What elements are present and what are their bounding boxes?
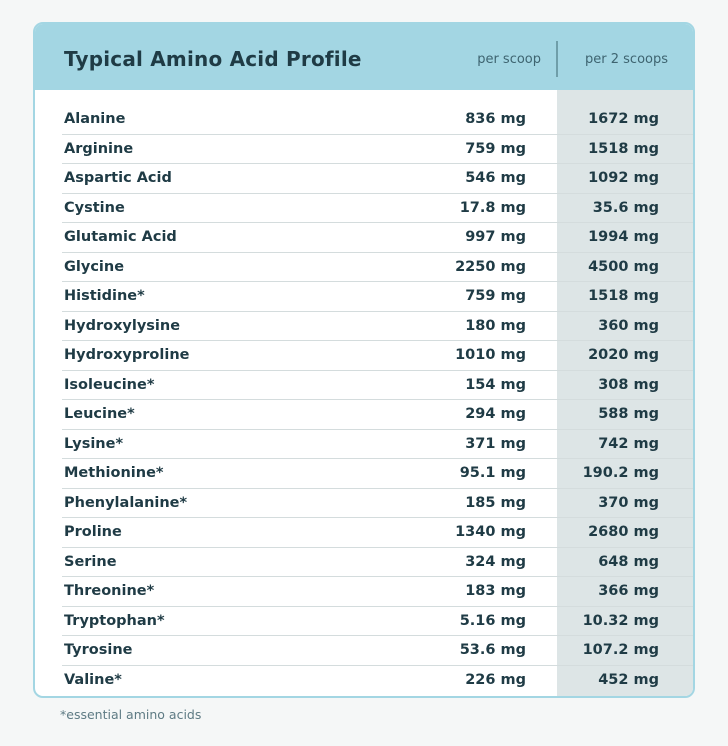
- table-row: [35, 607, 693, 637]
- per-2-scoops-value: 742 mg: [598, 435, 659, 452]
- amino-acid-name: Glycine: [64, 258, 125, 275]
- per-2-scoops-value: 1672 mg: [588, 111, 659, 127]
- table-row: [35, 194, 693, 224]
- table-title: Typical Amino Acid Profile: [64, 47, 362, 71]
- amino-acid-name: Arginine: [64, 140, 134, 157]
- table-row: [35, 341, 693, 371]
- per-scoop-value: 2250 mg: [455, 258, 526, 275]
- table-row: [35, 282, 693, 312]
- per-2-scoops-value: 107.2 mg: [582, 642, 659, 658]
- per-scoop-value: 17.8 mg: [459, 199, 526, 216]
- amino-acid-name: Hydroxyproline: [64, 347, 190, 363]
- per-2-scoops-value: 588 mg: [598, 406, 659, 422]
- footnote: *essential amino acids: [60, 707, 202, 722]
- table-row: [35, 518, 693, 548]
- amino-acid-name: Alanine: [64, 111, 126, 127]
- per-2-scoops-value: 366 mg: [598, 583, 659, 599]
- table-header: [35, 24, 693, 90]
- table-row: [35, 135, 693, 165]
- per-scoop-value: 183 mg: [465, 583, 526, 599]
- per-2-scoops-value: 35.6 mg: [592, 199, 659, 216]
- per-scoop-value: 95.1 mg: [459, 465, 526, 481]
- header-divider: [556, 41, 558, 77]
- per-scoop-value: 154 mg: [465, 376, 526, 393]
- table-row: [35, 164, 693, 194]
- table-row: [35, 430, 693, 460]
- table-row: [35, 105, 693, 135]
- per-scoop-value: 226 mg: [465, 671, 526, 688]
- per-2-scoops-value: 2680 mg: [588, 524, 659, 540]
- per-2-scoops-value: 360 mg: [598, 317, 659, 334]
- amino-acid-name: Tyrosine: [64, 642, 133, 658]
- per-2-scoops-value: 1994 mg: [588, 229, 659, 245]
- per-2-scoops-value: 10.32 mg: [582, 612, 659, 629]
- amino-acid-name: Leucine*: [64, 406, 135, 422]
- per-scoop-value: 1010 mg: [455, 347, 526, 363]
- amino-acid-name: Histidine*: [64, 288, 145, 304]
- per-2-scoops-value: 648 mg: [598, 553, 659, 570]
- amino-acid-table: [33, 22, 695, 698]
- amino-acid-name: Hydroxylysine: [64, 317, 181, 334]
- amino-acid-name: Serine: [64, 553, 117, 570]
- per-scoop-value: 5.16 mg: [459, 612, 526, 629]
- table-row: [35, 636, 693, 666]
- per-2-scoops-value: 2020 mg: [588, 347, 659, 363]
- column-header-per-scoop: per scoop: [477, 52, 541, 67]
- amino-acid-name: Proline: [64, 524, 122, 540]
- table-body: [35, 105, 693, 695]
- per-scoop-value: 759 mg: [465, 140, 526, 157]
- per-2-scoops-value: 308 mg: [598, 376, 659, 393]
- table-row: [35, 577, 693, 607]
- per-scoop-value: 997 mg: [465, 229, 526, 245]
- table-row: [35, 489, 693, 519]
- table-row: [35, 459, 693, 489]
- table-row: [35, 666, 693, 696]
- amino-acid-name: Cystine: [64, 199, 125, 216]
- amino-acid-name: Phenylalanine*: [64, 494, 188, 511]
- per-scoop-value: 185 mg: [465, 494, 526, 511]
- table-row: [35, 223, 693, 253]
- per-2-scoops-value: 452 mg: [598, 671, 659, 688]
- per-scoop-value: 371 mg: [465, 435, 526, 452]
- amino-acid-name: Glutamic Acid: [64, 229, 177, 245]
- per-scoop-value: 324 mg: [465, 553, 526, 570]
- per-2-scoops-value: 1518 mg: [588, 288, 659, 304]
- per-scoop-value: 546 mg: [465, 170, 526, 186]
- amino-acid-name: Valine*: [64, 671, 122, 688]
- column-header-per-2-scoops: per 2 scoops: [585, 52, 668, 67]
- per-scoop-value: 53.6 mg: [459, 642, 526, 658]
- amino-acid-name: Threonine*: [64, 583, 155, 599]
- per-scoop-value: 759 mg: [465, 288, 526, 304]
- per-scoop-value: 294 mg: [465, 406, 526, 422]
- table-row: [35, 548, 693, 578]
- per-2-scoops-value: 370 mg: [598, 494, 659, 511]
- per-2-scoops-value: 190.2 mg: [582, 465, 659, 481]
- amino-acid-name: Aspartic Acid: [64, 170, 172, 186]
- table-row: [35, 371, 693, 401]
- per-2-scoops-value: 1518 mg: [588, 140, 659, 157]
- per-scoop-value: 836 mg: [465, 111, 526, 127]
- per-scoop-value: 180 mg: [465, 317, 526, 334]
- amino-acid-name: Methionine*: [64, 465, 164, 481]
- table-row: [35, 312, 693, 342]
- amino-acid-name: Isoleucine*: [64, 376, 155, 393]
- per-scoop-value: 1340 mg: [455, 524, 526, 540]
- amino-acid-name: Tryptophan*: [64, 612, 165, 629]
- table-row: [35, 400, 693, 430]
- per-2-scoops-value: 4500 mg: [588, 258, 659, 275]
- per-2-scoops-value: 1092 mg: [588, 170, 659, 186]
- amino-acid-name: Lysine*: [64, 435, 124, 452]
- table-row: [35, 253, 693, 283]
